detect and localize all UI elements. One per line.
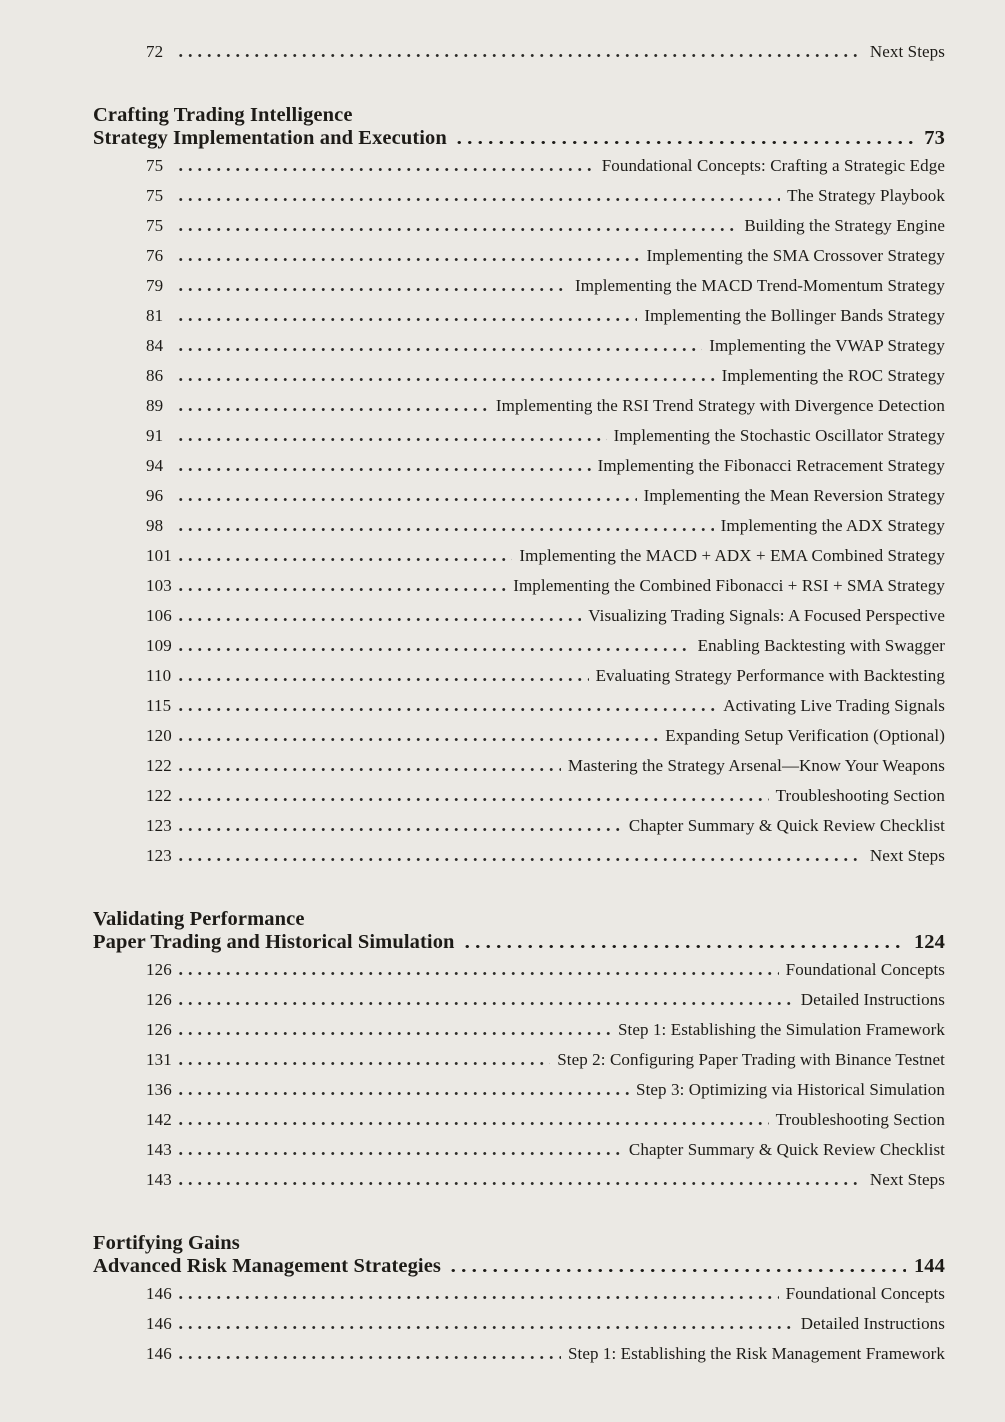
toc-entry-title: The Strategy Playbook (787, 186, 945, 205)
toc-entry-title: Building the Strategy Engine (744, 216, 945, 235)
toc-entry-page-number: 142 (146, 1110, 172, 1129)
toc-entry-title: Step 3: Optimizing via Historical Simulation (636, 1080, 945, 1099)
toc-entry[interactable] (93, 456, 945, 486)
toc-entry-title: Troubleshooting Section (775, 1110, 945, 1129)
toc-entry-page-number: 75 (146, 156, 164, 175)
toc-entry-page-number: 136 (146, 1080, 172, 1099)
toc-entry-page-number: 110 (146, 666, 172, 685)
toc-entry-title: Activating Live Trading Signals (723, 696, 945, 715)
toc-entry-page-number: 79 (146, 276, 164, 295)
toc-entry-page-number: 98 (146, 516, 164, 535)
toc-entry[interactable] (93, 156, 945, 186)
toc-entry-page-number: 123 (146, 816, 172, 835)
dot-leader (454, 141, 916, 145)
toc-entry-title: Expanding Setup Verification (Optional) (665, 726, 945, 745)
toc-entry[interactable] (93, 486, 945, 516)
toc-entry[interactable] (93, 846, 945, 876)
toc-entry[interactable] (93, 336, 945, 366)
toc-entry-title: Implementing the RSI Trend Strategy with Divergence Detection (495, 396, 945, 415)
toc-entry-title: Next Steps (869, 846, 945, 865)
toc-entry[interactable] (93, 990, 945, 1020)
dot-leader (176, 972, 779, 975)
toc-entry[interactable] (93, 726, 945, 756)
toc-entry-title: Visualizing Trading Signals: A Focused Perspective (588, 606, 945, 625)
dot-leader (176, 348, 702, 351)
toc-entry-title: Implementing the SMA Crossover Strategy (646, 246, 945, 265)
dot-leader (176, 498, 637, 501)
dot-leader (176, 288, 568, 291)
dot-leader (176, 318, 637, 321)
toc-entry[interactable] (93, 366, 945, 396)
chapter-title-row[interactable] (93, 931, 945, 954)
chapter-subtitle: Fortifying Gains (93, 1232, 240, 1254)
toc-entry-title: Implementing the ADX Strategy (720, 516, 945, 535)
toc-entry[interactable] (93, 246, 945, 276)
dot-leader (176, 708, 716, 711)
toc-entry-title: Implementing the Combined Fibonacci + RSI + SMA Strategy (513, 576, 945, 595)
dot-leader (176, 1182, 863, 1185)
dot-leader (176, 198, 780, 201)
toc-entry-title: Implementing the Stochastic Oscillator Strategy (613, 426, 945, 445)
chapter-heading (93, 908, 945, 954)
toc-entry-page-number: 101 (146, 546, 172, 565)
chapter-heading (93, 1232, 945, 1278)
toc-entry[interactable] (93, 1284, 945, 1314)
dot-leader (176, 858, 863, 861)
toc-entry[interactable] (93, 546, 945, 576)
chapter-title-row[interactable] (93, 1255, 945, 1278)
chapter-subtitle: Validating Performance (93, 908, 305, 930)
dot-leader (176, 828, 622, 831)
toc-entry[interactable] (93, 306, 945, 336)
toc-entry-title: Implementing the MACD Trend-Momentum Strategy (575, 276, 945, 295)
toc-entry-page-number: 91 (146, 426, 164, 445)
dot-leader (176, 618, 581, 621)
chapter-entries (93, 1284, 945, 1374)
toc-entry-page-number: 146 (146, 1314, 172, 1333)
toc-entry-page-number: 94 (146, 456, 164, 475)
toc-entry-page-number: 143 (146, 1170, 172, 1189)
toc-entry-page-number: 75 (146, 216, 164, 235)
toc-body (93, 104, 945, 1374)
toc-entry[interactable] (93, 426, 945, 456)
dot-leader (176, 768, 561, 771)
dot-leader (176, 1152, 622, 1155)
toc-entry[interactable] (93, 756, 945, 786)
toc-entry-title: Chapter Summary & Quick Review Checklist (628, 816, 945, 835)
chapter-page-number: 124 (913, 931, 945, 953)
dot-leader (176, 438, 607, 441)
toc-entry-title: Implementing the Mean Reversion Strategy (643, 486, 945, 505)
chapter-page-number: 73 (924, 127, 945, 149)
toc-entry-page-number: 120 (146, 726, 172, 745)
chapter-heading (93, 104, 945, 150)
toc-entry[interactable] (93, 1140, 945, 1170)
dot-leader (176, 1092, 629, 1095)
toc-entry[interactable] (93, 516, 945, 546)
toc-entry-page-number: 89 (146, 396, 164, 415)
dot-leader (176, 168, 595, 171)
toc-entry-title: Troubleshooting Section (775, 786, 945, 805)
toc-entry-page-number: 86 (146, 366, 164, 385)
toc-entry[interactable] (93, 216, 945, 246)
dot-leader (176, 558, 512, 561)
toc-entry-title: Evaluating Strategy Performance with Backtesting (595, 666, 945, 685)
toc-entry[interactable] (93, 1314, 945, 1344)
dot-leader (176, 678, 589, 681)
dot-leader (176, 1002, 794, 1005)
toc-entry-page-number: 126 (146, 960, 172, 979)
toc-entry[interactable] (93, 276, 945, 306)
chapter-entries (93, 156, 945, 876)
toc-entry-title: Detailed Instructions (800, 990, 945, 1009)
toc-entry-page-number: 126 (146, 990, 172, 1009)
toc-entry-page-number: 115 (146, 696, 172, 715)
toc-entry-title: Implementing the Bollinger Bands Strategy (644, 306, 945, 325)
chapter-title-row[interactable] (93, 127, 945, 150)
toc-entry-page-number: 146 (146, 1284, 172, 1303)
dot-leader (176, 1326, 794, 1329)
toc-entry[interactable] (93, 816, 945, 846)
toc-entry[interactable] (93, 186, 945, 216)
toc-entry-title: Implementing the MACD + ADX + EMA Combined Strategy (519, 546, 945, 565)
toc-entry-title: Step 1: Establishing the Simulation Framework (617, 1020, 945, 1039)
toc-entry[interactable] (93, 786, 945, 816)
toc-entry-page-number: 96 (146, 486, 164, 505)
dot-leader (176, 1032, 611, 1035)
toc-entry[interactable] (93, 1344, 945, 1374)
toc-entry-page-number: 131 (146, 1050, 172, 1069)
toc-entry[interactable] (93, 396, 945, 426)
toc-entry[interactable] (93, 576, 945, 606)
toc-entry-title: Step 1: Establishing the Risk Management Framework (567, 1344, 945, 1363)
chapter-subtitle: Crafting Trading Intelligence (93, 104, 353, 126)
dot-leader (462, 945, 906, 949)
toc-entry-page-number: 81 (146, 306, 164, 325)
toc-entry-title: Foundational Concepts (785, 960, 945, 979)
toc-entry-page-number: 146 (146, 1344, 172, 1363)
chapter-section (93, 104, 945, 876)
dot-leader (176, 1122, 769, 1125)
dot-leader (448, 1269, 906, 1273)
toc-entry[interactable] (93, 1080, 945, 1110)
toc-entry-title: Step 2: Configuring Paper Trading with Binance Testnet (557, 1050, 945, 1069)
toc-entry[interactable] (93, 1020, 945, 1050)
chapter-page-number: 144 (913, 1255, 945, 1277)
toc-entry-page-number: 72 (146, 42, 164, 61)
toc-entry[interactable] (93, 696, 945, 726)
toc-entry-title: Implementing the VWAP Strategy (709, 336, 945, 355)
toc-entry[interactable] (93, 1170, 945, 1200)
toc-entry[interactable] (93, 960, 945, 990)
chapter-title: Paper Trading and Historical Simulation (93, 931, 455, 953)
dot-leader (176, 408, 489, 411)
toc-entry-page-number: 109 (146, 636, 172, 655)
toc-entry-page-number: 143 (146, 1140, 172, 1159)
toc-entry[interactable] (93, 1110, 945, 1140)
toc-entry-title: Implementing the ROC Strategy (721, 366, 945, 385)
dot-leader (176, 588, 506, 591)
chapter-title: Strategy Implementation and Execution (93, 127, 447, 149)
toc-entry-page-number: 106 (146, 606, 172, 625)
toc-entry[interactable] (93, 42, 945, 72)
toc-entry-title: Foundational Concepts (785, 1284, 945, 1303)
toc-entry-title: Chapter Summary & Quick Review Checklist (628, 1140, 945, 1159)
dot-leader (176, 258, 639, 261)
toc-entry-page-number: 122 (146, 756, 172, 775)
toc-entry[interactable] (93, 636, 945, 666)
toc-entry[interactable] (93, 1050, 945, 1080)
toc-entry-page-number: 122 (146, 786, 172, 805)
toc-entry-page-number: 84 (146, 336, 164, 355)
dot-leader (176, 648, 691, 651)
toc-entry-title: Implementing the Fibonacci Retracement Strategy (597, 456, 945, 475)
dot-leader (176, 738, 658, 741)
toc-entry-title: Foundational Concepts: Crafting a Strategic Edge (601, 156, 945, 175)
chapter-entries (93, 960, 945, 1200)
chapter-section (93, 1232, 945, 1374)
toc-entry-title: Mastering the Strategy Arsenal—Know Your Weapons (567, 756, 945, 775)
toc-entry-page-number: 76 (146, 246, 164, 265)
toc-entry-page-number: 75 (146, 186, 164, 205)
toc-entry[interactable] (93, 666, 945, 696)
dot-leader (176, 54, 863, 57)
dot-leader (176, 1062, 550, 1065)
toc-entry-page-number: 126 (146, 1020, 172, 1039)
toc-entry-page-number: 103 (146, 576, 172, 595)
chapter-title: Advanced Risk Management Strategies (93, 1255, 441, 1277)
dot-leader (176, 468, 591, 471)
dot-leader (176, 378, 715, 381)
toc-entry[interactable] (93, 606, 945, 636)
toc-entry-title: Enabling Backtesting with Swagger (697, 636, 945, 655)
toc-entry-title: Next Steps (869, 1170, 945, 1189)
dot-leader (176, 798, 769, 801)
toc-entry-title: Next Steps (869, 42, 945, 61)
toc-entry-page-number: 123 (146, 846, 172, 865)
toc-entry-title: Detailed Instructions (800, 1314, 945, 1333)
dot-leader (176, 528, 714, 531)
dot-leader (176, 228, 737, 231)
chapter-section (93, 908, 945, 1200)
dot-leader (176, 1356, 561, 1359)
dot-leader (176, 1296, 779, 1299)
